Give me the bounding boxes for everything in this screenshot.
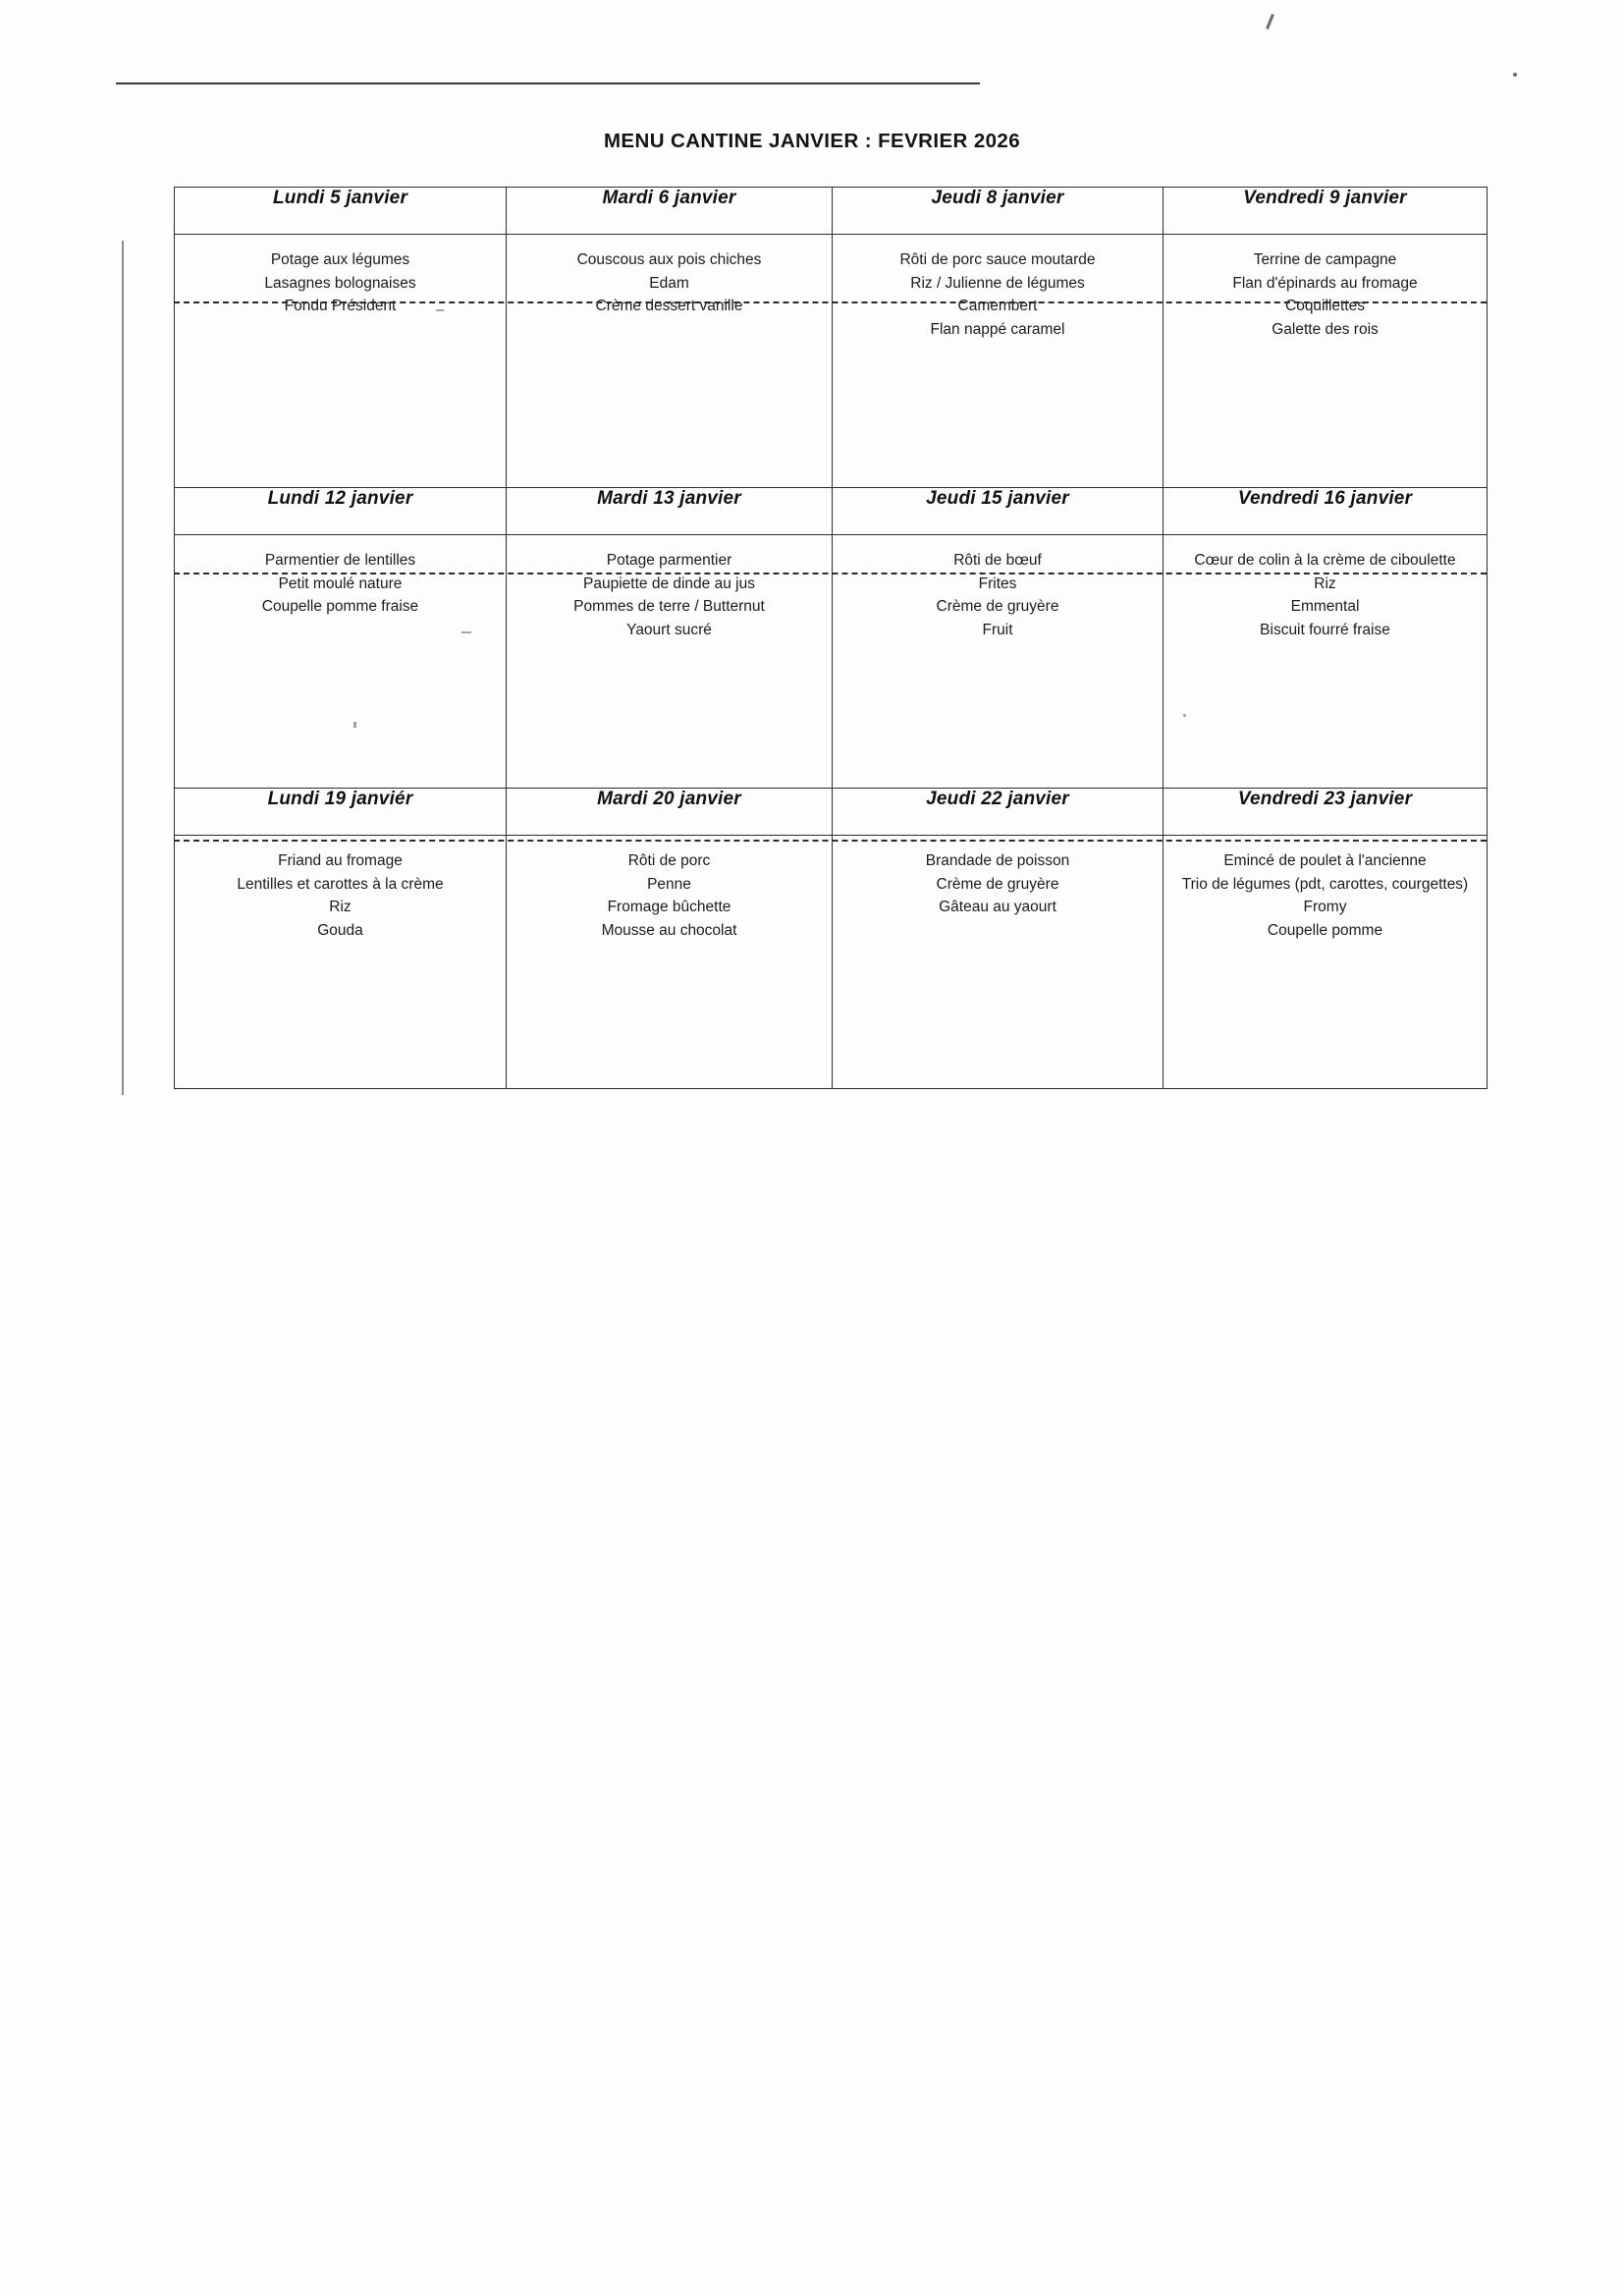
table-row-header-week2 (175, 488, 1488, 535)
day-header-vendredi-16: Vendredi 16 janvier (1164, 488, 1488, 535)
dish-item: Crème dessert vanille (595, 298, 743, 315)
dish-item: Fruit (982, 621, 1013, 638)
menu-cell-mardi-20 (507, 836, 833, 1089)
dish-list (833, 836, 1163, 919)
dish-item: Crème de gruyère (936, 598, 1059, 616)
dish-item: Lasagnes bolognaises (264, 274, 416, 292)
day-header-lundi-12: Lundi 12 janvier (175, 488, 507, 535)
dish-list (1164, 836, 1487, 942)
menu-cell-jeudi-8 (833, 235, 1164, 488)
dish-item: Emincé de poulet à l'ancienne (1223, 852, 1427, 869)
menu-table (174, 187, 1488, 1089)
day-header-lundi-5: Lundi 5 janvier (175, 188, 507, 235)
dish-item: Fondu Président (284, 298, 397, 315)
menu-cell-vendredi-9 (1164, 235, 1488, 488)
dish-item: Coupelle pomme fraise (261, 598, 419, 616)
table-row-header-week1 (175, 188, 1488, 235)
dish-item: Cœur de colin à la crème de ciboulette (1194, 552, 1456, 569)
menu-cell-mardi-6 (507, 235, 833, 488)
handdrawn-dash-line-week3 (174, 840, 1487, 842)
dish-item: Couscous aux pois chiches (576, 251, 762, 268)
day-header-jeudi-8: Jeudi 8 janvier (833, 188, 1164, 235)
dish-item: Gouda (317, 921, 363, 939)
dish-item: Petit moulé nature (278, 574, 403, 592)
dish-item: Friand au fromage (278, 852, 403, 869)
dish-item: Trio de légumes (pdt, carottes, courgettes) (1181, 875, 1469, 893)
dish-item: Riz / Julienne de légumes (910, 274, 1085, 292)
day-header-mardi-13: Mardi 13 janvier (507, 488, 833, 535)
dish-item: Camembert (957, 298, 1038, 315)
menu-cell-jeudi-22 (833, 836, 1164, 1089)
dish-item: Crème de gruyère (936, 875, 1059, 893)
dish-item: Coquillettes (1285, 298, 1365, 315)
dish-item: Yaourt sucré (626, 621, 712, 638)
dish-item: Coupelle pomme (1267, 921, 1383, 939)
day-header-vendredi-23: Vendredi 23 janvier (1164, 789, 1488, 836)
dish-item: Brandade de poisson (925, 852, 1070, 869)
dish-item: Fromy (1303, 899, 1347, 916)
day-header-mardi-20: Mardi 20 janvier (507, 789, 833, 836)
dish-item: Fromage bûchette (607, 899, 731, 916)
scan-line-top (116, 82, 980, 84)
dish-list (1164, 535, 1487, 641)
dish-list (1164, 235, 1487, 341)
scan-dot-right (1513, 73, 1517, 77)
table-row-header-week3 (175, 789, 1488, 836)
dish-item: Parmentier de lentilles (264, 552, 416, 569)
dish-list (833, 235, 1163, 341)
scan-speck-top-right (1266, 14, 1274, 29)
dish-item: Penne (647, 875, 691, 893)
menu-cell-lundi-19 (175, 836, 507, 1089)
menu-cell-vendredi-23 (1164, 836, 1488, 1089)
dish-list (507, 235, 832, 318)
dish-list (175, 235, 506, 318)
dish-item: Frites (978, 574, 1017, 592)
dish-item: Potage aux légumes (270, 251, 410, 268)
dish-item: Rôti de porc (627, 852, 711, 869)
dish-item: Riz (1314, 574, 1336, 592)
dish-item: Flan nappé caramel (930, 320, 1065, 338)
dish-item: Riz (329, 899, 352, 916)
dish-item: Galette des rois (1272, 320, 1379, 338)
day-header-mardi-6: Mardi 6 janvier (507, 188, 833, 235)
menu-cell-lundi-5 (175, 235, 507, 488)
dish-list (175, 836, 506, 942)
dish-item: Rôti de bœuf (953, 552, 1042, 569)
dish-item: Terrine de campagne (1253, 251, 1397, 268)
dish-item: Edam (649, 274, 689, 292)
dish-item: Gâteau au yaourt (939, 899, 1056, 916)
dish-item: Lentilles et carottes à la crème (237, 875, 444, 893)
dish-item: Flan d'épinards au fromage (1232, 274, 1418, 292)
page-title: MENU CANTINE JANVIER : FEVRIER 2026 (603, 130, 1021, 152)
dish-item: Potage parmentier (606, 552, 732, 569)
dish-item: Paupiette de dinde au jus (583, 574, 755, 592)
dish-list (507, 535, 832, 641)
dish-item: Mousse au chocolat (601, 921, 737, 939)
dish-list (833, 535, 1163, 641)
handdrawn-dash-line-week2 (174, 573, 1487, 574)
day-header-lundi-19: Lundi 19 janviér (175, 789, 507, 836)
day-header-jeudi-15: Jeudi 15 janvier (833, 488, 1164, 535)
table-row-menu-week1 (175, 235, 1488, 488)
dish-item: Emmental (1290, 598, 1360, 616)
day-header-vendredi-9: Vendredi 9 janvier (1164, 188, 1488, 235)
dish-item: Pommes de terre / Butternut (573, 598, 765, 616)
handdrawn-dash-line-week1 (174, 301, 1487, 303)
table-row-menu-week3 (175, 836, 1488, 1089)
scan-line-left (122, 241, 124, 1095)
dish-list (175, 535, 506, 619)
dish-list (507, 836, 832, 942)
dish-item: Rôti de porc sauce moutarde (899, 251, 1096, 268)
dish-item: Biscuit fourré fraise (1260, 621, 1390, 638)
day-header-jeudi-22: Jeudi 22 janvier (833, 789, 1164, 836)
